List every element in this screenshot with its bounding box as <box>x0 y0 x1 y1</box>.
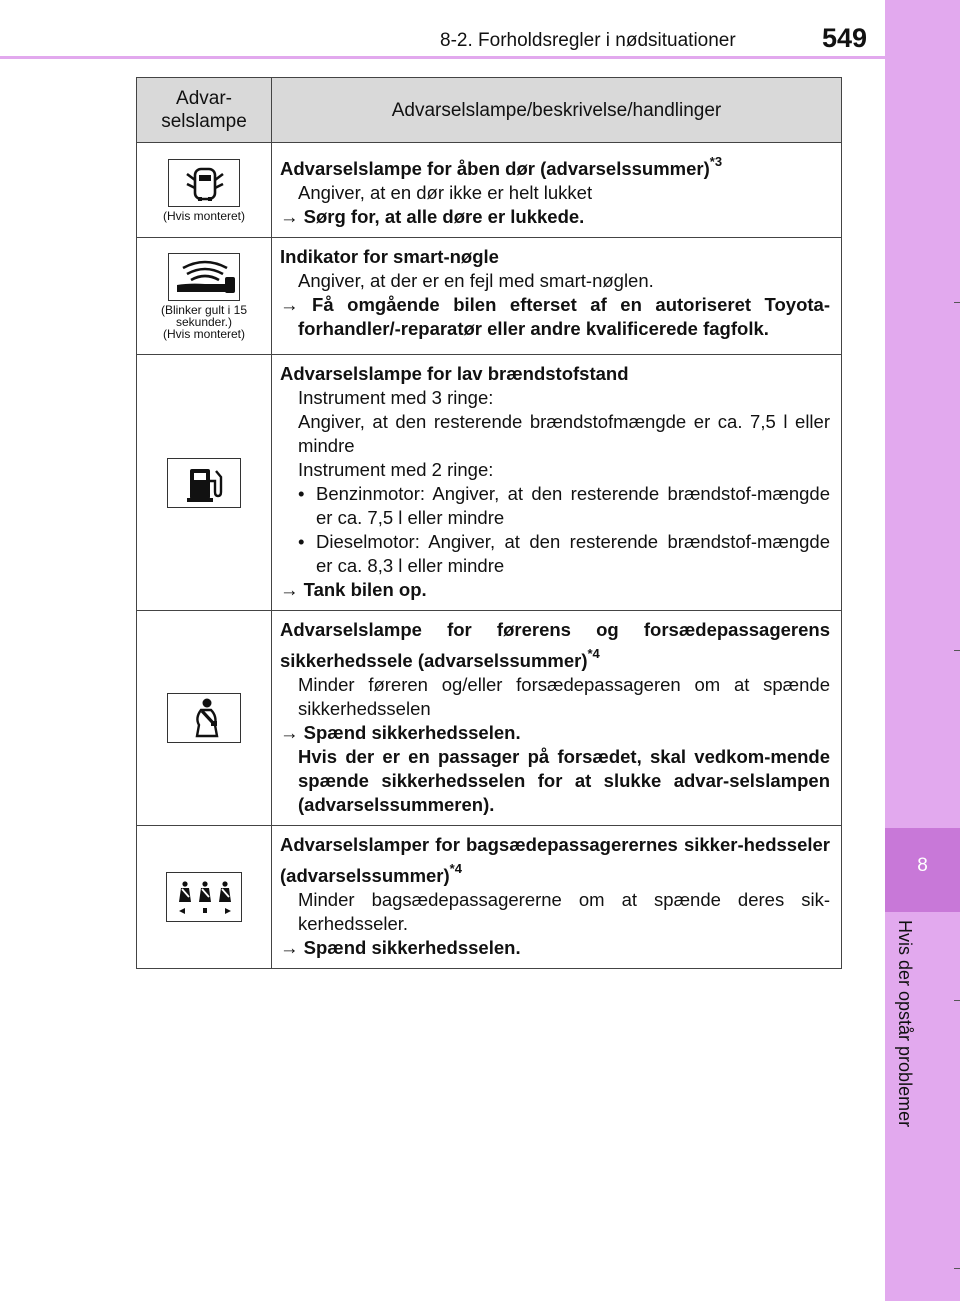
description-line: Angiver, at en dør ikke er helt lukket <box>298 182 593 203</box>
description-cell <box>272 826 842 969</box>
action-text: → Tank bilen op. <box>280 579 427 600</box>
table-row <box>137 826 842 969</box>
footnote-ref: *4 <box>449 861 462 876</box>
description-cell <box>272 611 842 826</box>
description-cell <box>272 238 842 355</box>
action-text: → Spænd sikkerhedsselen. <box>280 722 521 743</box>
section-title: 8-2. Forholdsregler i nødsituationer <box>440 30 736 51</box>
table-header-row <box>137 78 842 143</box>
table-row <box>137 238 842 355</box>
footnote-ref: *3 <box>709 154 723 169</box>
icon-cell <box>137 826 272 969</box>
list-item <box>280 530 830 578</box>
icon-note: (Hvis monteret) <box>162 208 245 223</box>
column-header-icon: Advar- selslampe <box>137 78 272 143</box>
row-title: Advarselslampe for lav brændstofstand <box>280 363 629 384</box>
icon-cell <box>137 143 272 238</box>
description-cell <box>272 143 842 238</box>
crop-mark <box>954 1268 960 1269</box>
icon-cell <box>137 611 272 826</box>
bullet-text: Dieselmotor: Angiver, at den resterende brændstof-mængde er ca. 8,3 l eller mindre <box>316 531 830 576</box>
table-row <box>137 143 842 238</box>
row-title: Indikator for smart-nøgle <box>280 246 499 267</box>
table-row <box>137 611 842 826</box>
warning-light-table <box>136 77 842 969</box>
bullet-text: Benzinmotor: Angiver, at den resterende brændstof-mængde er ca. 7,5 l eller mindre <box>316 483 830 528</box>
list-item <box>280 482 830 530</box>
fuel-pump-icon <box>167 458 241 508</box>
row-title: Advarselslampe for åben dør (advarselssummer) <box>280 158 710 179</box>
crop-mark <box>954 1000 960 1001</box>
description-line: Instrument med 3 ringe: <box>298 387 494 408</box>
icon-cell <box>137 355 272 611</box>
action-note: Hvis der er en passager på forsædet, skal vedkom-mende spænde sikkerhedsselen for at slukke advar-selslampen (advarselssummeren). <box>298 746 830 815</box>
description-line: Minder føreren og/eller forsædepassageren om at spænde sikkerhedsselen <box>298 674 830 719</box>
crop-mark <box>954 650 960 651</box>
footnote-ref: *4 <box>587 646 600 661</box>
icon-cell <box>137 238 272 355</box>
icon-note: (Blinker gult i 15 sekunder.) (Hvis monteret) <box>160 302 248 341</box>
column-header-description: Advarselslampe/beskrivelse/handlinger <box>272 78 842 143</box>
row-title: Advarselslampe for førerens og forsædepassagerens sikkerhedssele (advarselssummer) <box>280 619 830 671</box>
rear-seatbelts-icon <box>166 872 242 922</box>
header-rule <box>0 56 885 59</box>
action-text: → Spænd sikkerhedsselen. <box>280 937 521 958</box>
description-line: Instrument med 2 ringe: <box>298 459 494 480</box>
smart-key-icon <box>168 253 240 301</box>
description-line: Angiver, at den resterende brændstofmængde er ca. 7,5 l eller mindre <box>298 411 830 456</box>
chapter-title: Hvis der opstår problemer <box>895 920 915 1128</box>
row-title: Advarselslamper for bagsædepassagerernes sikker-hedsseler (advarselssummer) <box>280 834 830 886</box>
description-line: Minder bagsædepassagererne om at spænde deres sik-kerhedsseler. <box>298 889 830 934</box>
description-line: Angiver, at der er en fejl med smart-nøglen. <box>298 270 654 291</box>
page-number: 549 <box>822 23 868 53</box>
action-text: → Sørg for, at alle døre er lukkede. <box>280 206 585 227</box>
bullet-mark: • <box>298 483 305 504</box>
bullet-mark: • <box>298 531 305 552</box>
action-text: → Få omgående bilen efterset af en autoriseret Toyota-forhandler/-reparatør eller andre kvalificerede fagfolk. <box>280 294 830 339</box>
seatbelt-icon <box>167 693 241 743</box>
table-row <box>137 355 842 611</box>
crop-mark <box>954 302 960 303</box>
chapter-number: 8 <box>917 855 928 876</box>
description-cell <box>272 355 842 611</box>
door-open-icon <box>168 159 240 207</box>
